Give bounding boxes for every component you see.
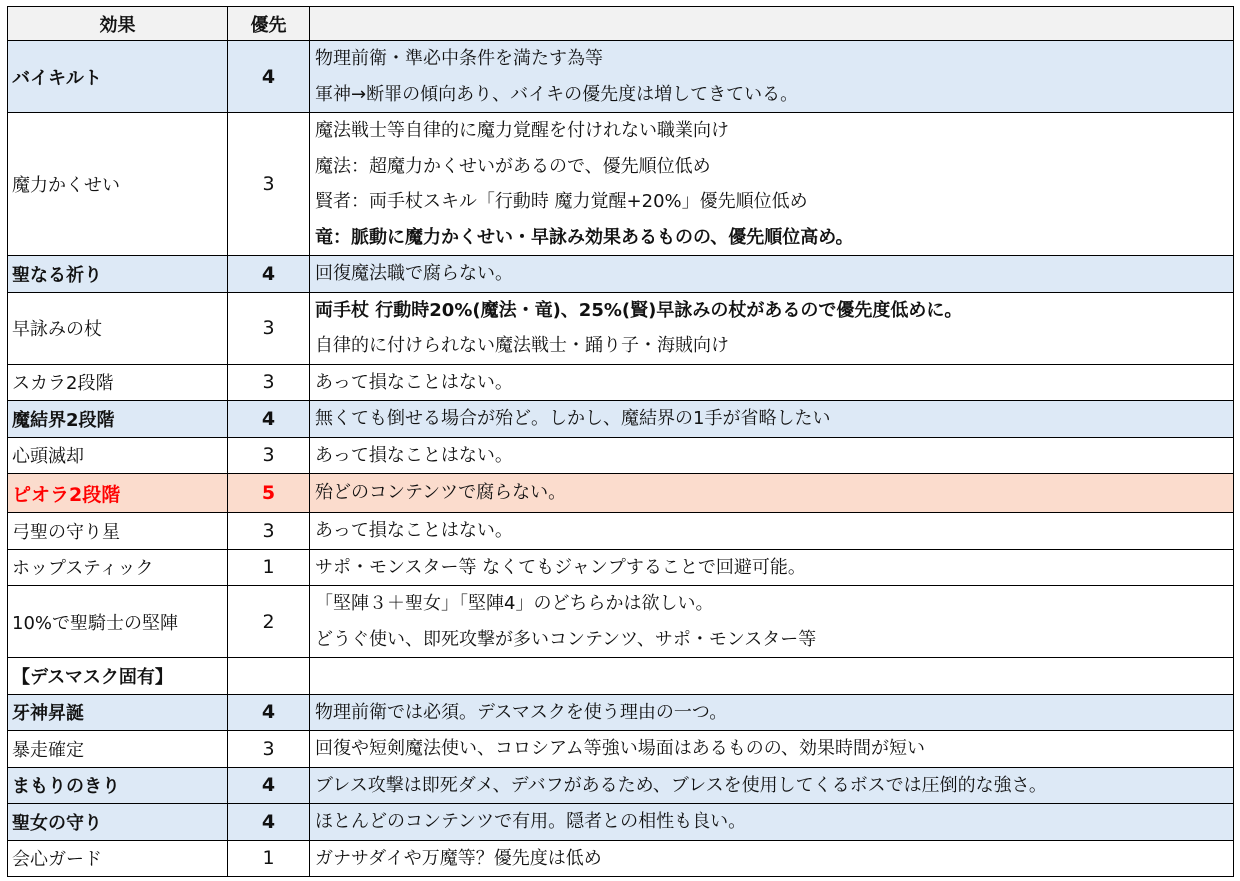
- note-line: 回復や短剣魔法使い、コロシアム等強い場面はあるものの、効果時間が短い: [315, 738, 926, 759]
- effect-name: 会心ガード: [8, 840, 228, 877]
- note-line: ブレス攻撃は即死ダメ、デバフがあるため、ブレスを使用してくるボスでは圧倒的な強さ。: [315, 774, 1047, 796]
- note-line: 自律的に付けられない魔法戦士・踊り子・海賊向け: [315, 335, 729, 356]
- notes-cell: [310, 364, 1234, 401]
- notes-cell: [310, 694, 1234, 731]
- effect-name: バイキルト: [8, 41, 228, 113]
- effect-name: 心頭滅却: [8, 437, 228, 474]
- priority-table: [7, 6, 1234, 877]
- note-line: 「堅陣３＋聖女」「堅陣4」のどちらかは欲しい。: [315, 593, 714, 614]
- effect-name: ピオラ2段階: [8, 474, 228, 513]
- effect-name: ホップスティック: [8, 549, 228, 586]
- notes-cell: [310, 474, 1234, 513]
- effect-name: 早詠みの杖: [8, 292, 228, 364]
- note-line: 魔法：超魔力かくせいがあるので、優先順位低め: [315, 155, 711, 177]
- note-line: どうぐ使い、即死攻撃が多いコンテンツ、サポ・モンスター等: [315, 628, 817, 650]
- priority-value: 5: [228, 474, 310, 513]
- priority-value: 4: [228, 401, 310, 438]
- table-row: [8, 513, 1234, 550]
- note-line: 賢者：両手杖スキル「行動時 魔力覚醒+20%」優先順位低め: [315, 191, 808, 212]
- notes-cell: [310, 513, 1234, 550]
- effect-name: 10%で聖騎士の堅陣: [8, 586, 228, 658]
- notes-cell: [310, 586, 1234, 658]
- effect-name: 牙神昇誕: [8, 694, 228, 731]
- header-notes: [310, 7, 1234, 41]
- priority-value: [228, 658, 310, 695]
- note-line: サポ・モンスター等 なくてもジャンプすることで回避可能。: [315, 556, 806, 578]
- table-row: [8, 256, 1234, 293]
- table-row: [8, 474, 1234, 513]
- table-row: [8, 586, 1234, 658]
- priority-value: 4: [228, 694, 310, 731]
- priority-value: 2: [228, 586, 310, 658]
- note-line: [315, 658, 1233, 694]
- header-effect: 効果: [8, 7, 228, 41]
- notes-cell: [310, 767, 1234, 804]
- table-row: [8, 364, 1234, 401]
- priority-value: 3: [228, 731, 310, 768]
- notes-cell: [310, 292, 1234, 364]
- priority-value: 4: [228, 41, 310, 113]
- notes-cell: [310, 731, 1234, 768]
- section-title: 【デスマスク固有】: [8, 658, 228, 695]
- note-line: 軍神→断罪の傾向あり、バイキの優先度は増してきている。: [315, 83, 799, 105]
- effect-name: 魔力かくせい: [8, 113, 228, 256]
- effect-name: 暴走確定: [8, 731, 228, 768]
- note-line: 無くても倒せる場合が殆ど。しかし、魔結界の1手が省略したい: [315, 408, 831, 429]
- priority-value: 3: [228, 437, 310, 474]
- notes-cell: [310, 658, 1234, 695]
- effect-name: 魔結界2段階: [8, 401, 228, 438]
- header-row: [8, 7, 1234, 41]
- table-row: [8, 549, 1234, 586]
- notes-cell: [310, 41, 1234, 113]
- table-row: [8, 731, 1234, 768]
- effect-name: まもりのきり: [8, 767, 228, 804]
- priority-value: 3: [228, 513, 310, 550]
- priority-value: 3: [228, 292, 310, 364]
- section-row: [8, 658, 1234, 695]
- priority-value: 3: [228, 364, 310, 401]
- note-line: ガナサダイや万魔等？優先度は低め: [315, 847, 602, 869]
- table-row: [8, 401, 1234, 438]
- priority-value: 1: [228, 549, 310, 586]
- notes-cell: [310, 804, 1234, 841]
- note-line: 殆どのコンテンツで腐らない。: [315, 482, 567, 503]
- effect-name: 聖女の守り: [8, 804, 228, 841]
- table-row: [8, 840, 1234, 877]
- priority-value: 4: [228, 804, 310, 841]
- header-priority: 優先: [228, 7, 310, 41]
- note-line: 物理前衛・準必中条件を満たす為等: [315, 48, 603, 69]
- priority-value: 1: [228, 840, 310, 877]
- note-line: 回復魔法職で腐らない。: [315, 263, 513, 284]
- notes-cell: [310, 437, 1234, 474]
- effect-name: 聖なる祈り: [8, 256, 228, 293]
- note-line: 魔法戦士等自律的に魔力覚醒を付けれない職業向け: [315, 120, 729, 141]
- note-line: ほとんどのコンテンツで有用。隠者との相性も良い。: [315, 811, 747, 832]
- table-row: [8, 292, 1234, 364]
- note-line: あって損なことはない。: [315, 371, 513, 393]
- priority-value: 4: [228, 256, 310, 293]
- notes-cell: [310, 113, 1234, 256]
- notes-cell: [310, 401, 1234, 438]
- notes-cell: [310, 256, 1234, 293]
- notes-cell: [310, 840, 1234, 877]
- effect-name: スカラ2段階: [8, 364, 228, 401]
- table-row: [8, 767, 1234, 804]
- effect-name: 弓聖の守り星: [8, 513, 228, 550]
- note-line: あって損なことはない。: [315, 444, 513, 466]
- priority-value: 3: [228, 113, 310, 256]
- note-line: 両手杖 行動時20%(魔法・竜)、25%(賢)早詠みの杖があるので優先度低めに。: [315, 299, 963, 321]
- note-line: 竜：脈動に魔力かくせい・早詠み効果あるものの、優先順位高め。: [315, 226, 854, 248]
- table-row: [8, 437, 1234, 474]
- note-line: あって損なことはない。: [315, 520, 513, 541]
- table-row: [8, 694, 1234, 731]
- priority-value: 4: [228, 767, 310, 804]
- table-row: [8, 41, 1234, 113]
- table-row: [8, 804, 1234, 841]
- table-row: [8, 113, 1234, 256]
- note-line: 物理前衛では必須。デスマスクを使う理由の一つ。: [315, 701, 728, 723]
- notes-cell: [310, 549, 1234, 586]
